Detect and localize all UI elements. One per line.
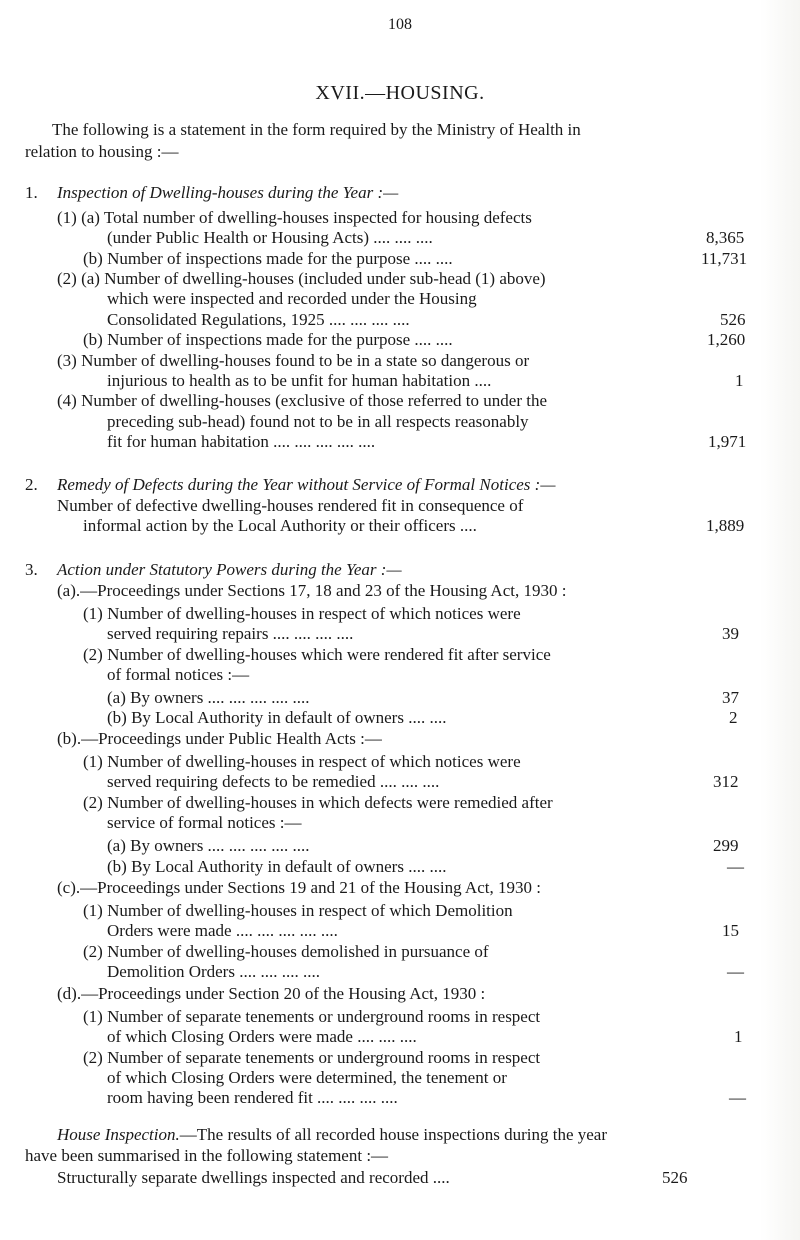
s1-value: 1,971 (708, 432, 747, 451)
s1-heading: Inspection of Dwelling-houses during the Year :— (57, 183, 399, 202)
s1-line: preceding sub-head) found not to be in all respects reasonably (107, 412, 529, 431)
house-inspection-line-3: Structurally separate dwellings inspected and recorded .... (57, 1168, 450, 1187)
s1-line: (2) (a) Number of dwelling-houses (included under sub-head (1) above) (57, 269, 546, 288)
s3-line: (2) Number of dwelling-houses demolished in pursuance of (83, 942, 489, 961)
s3-line: Demolition Orders .... .... .... .... (107, 962, 320, 981)
s3-line: service of formal notices :— (107, 813, 302, 832)
s3-value: 37 (722, 688, 739, 707)
s3-line: (1) Number of dwelling-houses in respect of which Demolition (83, 901, 513, 920)
s1-line: (under Public Health or Housing Acts) .... .... .... (107, 228, 433, 247)
s3-value: 312 (713, 772, 739, 791)
s1-line: Consolidated Regulations, 1925 .... .... .... .... (107, 310, 410, 329)
s1-line: injurious to health as to be unfit for human habitation .... (107, 371, 492, 390)
s1-line: (1) (a) Total number of dwelling-houses inspected for housing defects (57, 208, 532, 227)
s2-number: 2. (25, 475, 38, 494)
house-inspection-line-1 (57, 1125, 607, 1145)
house-inspection-value: 526 (662, 1168, 688, 1187)
s2-line: informal action by the Local Authority or their officers .... (83, 516, 477, 535)
s3-line: (b) By Local Authority in default of owners .... .... (107, 708, 447, 727)
s3-value: 1 (734, 1027, 743, 1046)
s1-line: (b) Number of inspections made for the purpose .... .... (83, 330, 453, 349)
s3-value: — (729, 1088, 746, 1107)
s1-value: 8,365 (706, 228, 745, 247)
s3-line: of formal notices :— (107, 665, 250, 684)
s3-line: Orders were made .... .... .... .... .... (107, 921, 338, 940)
s3-line: (2) Number of dwelling-houses in which defects were remedied after (83, 793, 553, 812)
s1-value: 1,260 (707, 330, 746, 349)
s3-line: (a) By owners .... .... .... .... .... (107, 836, 310, 855)
s3-line: of which Closing Orders were determined, the tenement or (107, 1068, 507, 1087)
s2-heading: Remedy of Defects during the Year without Service of Formal Notices :— (57, 475, 556, 494)
s3-line: (b) By Local Authority in default of owners .... .... (107, 857, 447, 876)
page-number: 108 (388, 16, 412, 33)
s3-line: room having been rendered fit .... .... .... .... (107, 1088, 398, 1107)
s3-subheading: (a).—Proceedings under Sections 17, 18 and 23 of the Housing Act, 1930 : (57, 581, 567, 600)
s3-value: 15 (722, 921, 739, 940)
s3-line: (1) Number of dwelling-houses in respect of which notices were (83, 752, 521, 771)
s3-value: — (727, 857, 744, 876)
s3-value: 299 (713, 836, 739, 855)
s3-subheading: (c).—Proceedings under Sections 19 and 21 of the Housing Act, 1930 : (57, 878, 541, 897)
s1-line: (b) Number of inspections made for the purpose .... .... (83, 249, 453, 268)
s1-value: 11,731 (701, 249, 748, 268)
s3-line: (1) Number of dwelling-houses in respect of which notices were (83, 604, 521, 623)
s3-subheading: (b).—Proceedings under Public Health Acts :— (57, 729, 382, 748)
s3-line: (2) Number of dwelling-houses which were rendered fit after service (83, 645, 551, 664)
s3-line: served requiring repairs .... .... .... .... (107, 624, 354, 643)
s3-line: of which Closing Orders were made .... .... .... (107, 1027, 417, 1046)
s2-value: 1,889 (706, 516, 745, 535)
s3-line: (a) By owners .... .... .... .... .... (107, 688, 310, 707)
s3-number: 3. (25, 560, 38, 579)
s3-value: — (727, 962, 744, 981)
house-inspection-lead: House Inspection. (57, 1125, 180, 1144)
s1-line: (3) Number of dwelling-houses found to be in a state so dangerous or (57, 351, 530, 370)
s1-line: fit for human habitation .... .... .... .... .... (107, 432, 376, 451)
s2-line: Number of defective dwelling-houses rendered fit in consequence of (57, 496, 524, 515)
intro-line-1: The following is a statement in the form required by the Ministry of Health in (52, 120, 581, 139)
s3-value: 39 (722, 624, 739, 643)
s1-number: 1. (25, 183, 38, 202)
s3-line: served requiring defects to be remedied .... .... .... (107, 772, 440, 791)
s1-value: 1 (735, 371, 744, 390)
s3-subheading: (d).—Proceedings under Section 20 of the Housing Act, 1930 : (57, 984, 486, 1003)
s3-value: 2 (729, 708, 738, 727)
s3-line: (2) Number of separate tenements or underground rooms in respect (83, 1048, 541, 1067)
page-edge-shadow (760, 0, 800, 1240)
section-title: XVII.—HOUSING. (315, 82, 485, 104)
house-inspection-text: —The results of all recorded house inspections during the year (179, 1125, 607, 1144)
s1-line: which were inspected and recorded under the Housing (107, 289, 477, 308)
intro-line-2: relation to housing :— (25, 142, 179, 161)
s1-value: 526 (720, 310, 746, 329)
house-inspection-line-2: have been summarised in the following statement :— (25, 1146, 389, 1165)
s3-heading: Action under Statutory Powers during the Year :— (57, 560, 402, 579)
s1-line: (4) Number of dwelling-houses (exclusive of those referred to under the (57, 391, 548, 410)
s3-line: (1) Number of separate tenements or underground rooms in respect (83, 1007, 541, 1026)
